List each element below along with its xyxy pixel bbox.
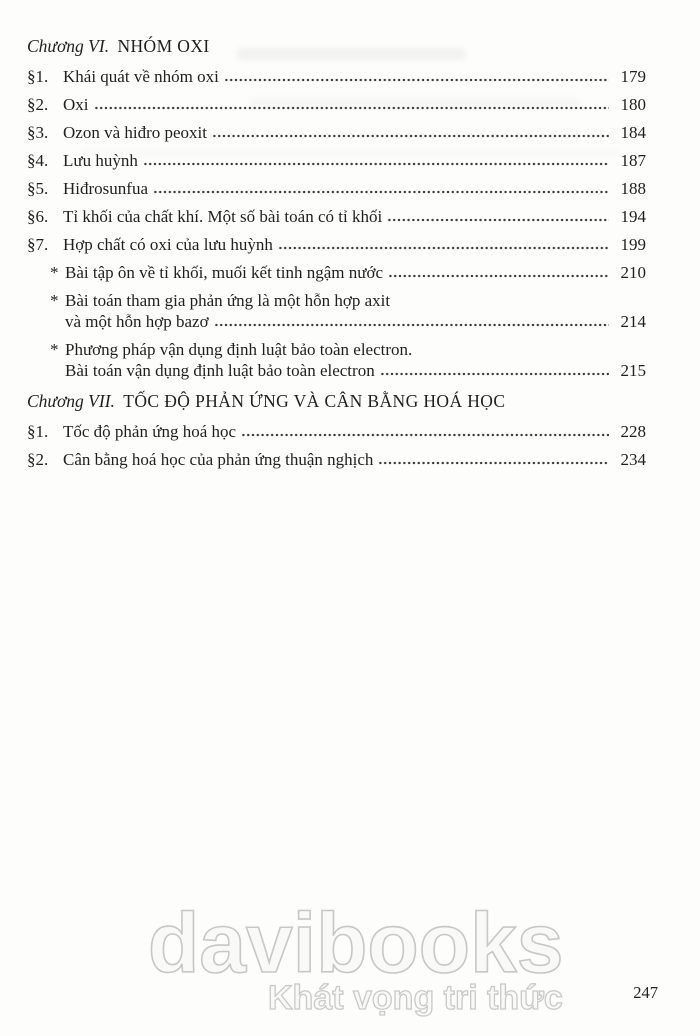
entry-text-line2: và một hỗn hợp bazơ: [65, 312, 209, 331]
entry-text: Ozon và hiđro peoxit: [63, 123, 207, 142]
dot-leader: [94, 106, 610, 110]
entry-text: Tốc độ phản ứng hoá học: [63, 422, 237, 441]
chapter-heading: [27, 389, 646, 413]
entry-page-number: 199: [620, 235, 646, 254]
toc-entry: [27, 178, 646, 199]
toc-entry: [27, 150, 646, 171]
entry-page-number: 228: [620, 422, 646, 441]
chapter-title: NHÓM OXI: [117, 36, 210, 56]
entry-text: Cân bằng hoá học của phản ứng thuận nghịch: [63, 450, 374, 469]
toc-entry: [27, 94, 646, 115]
entry-marker: §6.: [27, 207, 49, 226]
entry-page-number: 187: [620, 151, 646, 170]
entry-text: Oxi: [63, 95, 89, 114]
entry-page-number: 214: [620, 312, 646, 331]
entry-marker: §1.: [27, 422, 49, 441]
toc-entry: [27, 206, 646, 227]
watermark-brand: davibooks: [148, 896, 564, 990]
chapter-number: Chương VI.: [27, 36, 110, 56]
page-number: 247: [633, 983, 658, 1002]
toc-entry: [27, 122, 646, 143]
dot-leader: [380, 372, 609, 376]
dot-leader: [278, 246, 609, 250]
dot-leader: [153, 190, 609, 194]
toc-entry: [27, 262, 646, 283]
dot-leader: [387, 218, 609, 222]
toc-entry: [27, 421, 646, 442]
entry-text: Lưu huỳnh: [63, 151, 138, 170]
entry-page-number: 210: [620, 263, 646, 282]
entry-marker: §4.: [27, 151, 49, 170]
toc-entry: [27, 449, 646, 470]
entry-marker: §2.: [27, 95, 49, 114]
entry-text: Bài toán tham gia phản ứng là một hỗn hợp axit: [65, 291, 391, 310]
dot-leader: [143, 162, 609, 166]
entry-page-number: 179: [620, 67, 646, 86]
entry-page-number: 184: [620, 123, 646, 142]
dot-leader: [388, 274, 609, 278]
chapter-title: TỐC ĐỘ PHẢN ỨNG VÀ CÂN BẰNG HOÁ HỌC: [123, 391, 506, 411]
toc-entry: [27, 234, 646, 255]
entry-marker: §2.: [27, 450, 49, 469]
entry-page-number: 188: [620, 179, 646, 198]
entry-text-line2: Bài toán vận dụng định luật bảo toàn electron: [65, 361, 375, 380]
entry-page-number: 180: [620, 95, 646, 114]
entry-marker: §3.: [27, 123, 49, 142]
entry-marker: *: [50, 263, 59, 282]
dot-leader: [241, 433, 609, 437]
entry-text: Bài tập ôn về tỉ khối, muối kết tinh ngậm nước: [65, 263, 384, 282]
entry-page-number: 234: [620, 450, 646, 469]
dot-leader: [224, 78, 609, 82]
dot-leader: [214, 323, 609, 327]
entry-page-number: 194: [620, 207, 646, 226]
watermark-tagline: Khát vọng tri thức: [268, 979, 563, 1017]
toc-entry: [27, 290, 646, 332]
entry-marker: §5.: [27, 179, 49, 198]
entry-marker: §1.: [27, 67, 49, 86]
entry-text: Hợp chất có oxi của lưu huỳnh: [63, 235, 273, 254]
toc-entry: [27, 66, 646, 87]
chapter-number: Chương VII.: [27, 391, 115, 411]
dot-leader: [378, 461, 609, 465]
toc-entry: [27, 339, 646, 381]
entry-text: Hiđrosunfua: [63, 179, 148, 198]
entry-text: Tỉ khối của chất khí. Một số bài toán có tỉ khối: [63, 207, 383, 226]
table-of-contents: [0, 0, 700, 470]
chapter-heading: [27, 34, 646, 58]
entry-marker: *: [50, 340, 59, 359]
entry-text: Phương pháp vận dụng định luật bảo toàn electron.: [65, 340, 413, 359]
dot-leader: [212, 134, 609, 138]
entry-marker: §7.: [27, 235, 49, 254]
entry-marker: *: [50, 291, 59, 310]
entry-text: Khái quát về nhóm oxi: [63, 67, 219, 86]
entry-page-number: 215: [620, 361, 646, 380]
